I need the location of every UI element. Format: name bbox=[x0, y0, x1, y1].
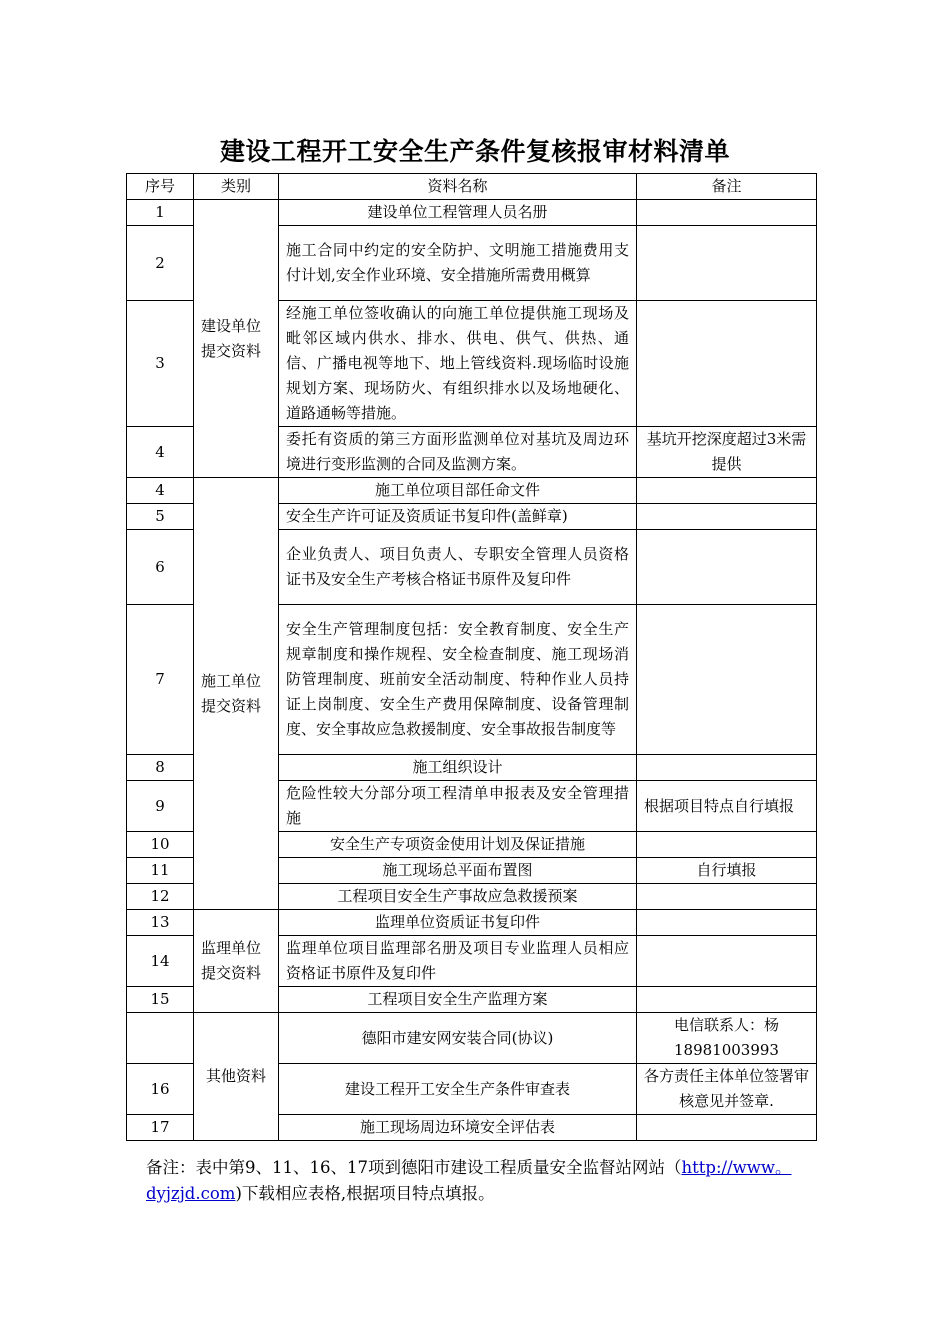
row-seq: 9 bbox=[127, 781, 194, 832]
row-remark bbox=[637, 832, 817, 858]
row-remark bbox=[637, 504, 817, 530]
row-name: 安全生产许可证及资质证书复印件(盖鲜章) bbox=[279, 504, 637, 530]
row-seq: 2 bbox=[127, 226, 194, 301]
row-remark bbox=[637, 910, 817, 936]
row-remark: 基坑开挖深度超过3米需提供 bbox=[637, 427, 817, 478]
row-seq: 5 bbox=[127, 504, 194, 530]
row-remark: 电信联系人：杨18981003993 bbox=[637, 1013, 817, 1064]
row-remark bbox=[637, 1115, 817, 1141]
row-remark bbox=[637, 530, 817, 605]
row-seq: 10 bbox=[127, 832, 194, 858]
category-cell: 其他资料 bbox=[194, 1013, 279, 1141]
row-remark bbox=[637, 936, 817, 987]
row-name: 安全生产专项资金使用计划及保证措施 bbox=[279, 832, 637, 858]
row-remark bbox=[637, 605, 817, 755]
row-remark bbox=[637, 200, 817, 226]
row-seq: 4 bbox=[127, 478, 194, 504]
header-category: 类别 bbox=[194, 174, 279, 200]
row-name: 建设工程开工安全生产条件审查表 bbox=[279, 1064, 637, 1115]
row-name: 施工现场周边环境安全评估表 bbox=[279, 1115, 637, 1141]
row-remark bbox=[637, 755, 817, 781]
row-name: 安全生产管理制度包括：安全教育制度、安全生产规章制度和操作规程、安全检查制度、施工现场消防管理制度、班前安全活动制度、特种作业人员持证上岗制度、安全生产费用保障制度、设备管理制度、安全事故应急救援制度、安全事故报告制度等 bbox=[279, 605, 637, 755]
row-name: 施工合同中约定的安全防护、文明施工措施费用支付计划,安全作业环境、安全措施所需费用概算 bbox=[279, 226, 637, 301]
row-name: 工程项目安全生产监理方案 bbox=[279, 987, 637, 1013]
category-cell: 监理单位提交资料 bbox=[194, 910, 279, 1013]
row-name: 监理单位项目监理部名册及项目专业监理人员相应资格证书原件及复印件 bbox=[279, 936, 637, 987]
row-seq: 16 bbox=[127, 1064, 194, 1115]
page-title: 建设工程开工安全生产条件复核报审材料清单 bbox=[219, 137, 730, 166]
row-seq: 13 bbox=[127, 910, 194, 936]
row-remark bbox=[637, 478, 817, 504]
row-name: 施工组织设计 bbox=[279, 755, 637, 781]
row-name: 建设单位工程管理人员名册 bbox=[279, 200, 637, 226]
row-seq: 1 bbox=[127, 200, 194, 226]
header-remark: 备注 bbox=[637, 174, 817, 200]
row-name: 德阳市建安网安装合同(协议) bbox=[279, 1013, 637, 1064]
row-name: 监理单位资质证书复印件 bbox=[279, 910, 637, 936]
row-remark: 各方责任主体单位签署审核意见并签章. bbox=[637, 1064, 817, 1115]
row-seq: 12 bbox=[127, 884, 194, 910]
row-seq: 7 bbox=[127, 605, 194, 755]
materials-table bbox=[126, 173, 817, 1141]
row-remark bbox=[637, 884, 817, 910]
category-cell: 施工单位提交资料 bbox=[194, 478, 279, 910]
row-seq: 17 bbox=[127, 1115, 194, 1141]
row-remark bbox=[637, 301, 817, 427]
table-row bbox=[127, 478, 817, 504]
row-seq: 14 bbox=[127, 936, 194, 987]
row-name: 工程项目安全生产事故应急救援预案 bbox=[279, 884, 637, 910]
row-seq: 4 bbox=[127, 427, 194, 478]
footnote-text-after: )下载相应表格,根据项目特点填报。 bbox=[235, 1184, 495, 1203]
row-name: 施工现场总平面布置图 bbox=[279, 858, 637, 884]
footnote bbox=[146, 1155, 811, 1207]
table-row bbox=[127, 200, 817, 226]
row-remark bbox=[637, 226, 817, 301]
row-remark: 根据项目特点自行填报 bbox=[637, 781, 817, 832]
header-name: 资料名称 bbox=[279, 174, 637, 200]
row-seq: 8 bbox=[127, 755, 194, 781]
row-remark bbox=[637, 987, 817, 1013]
row-seq: 3 bbox=[127, 301, 194, 427]
table-header-row bbox=[127, 174, 817, 200]
header-seq: 序号 bbox=[127, 174, 194, 200]
table-row bbox=[127, 910, 817, 936]
category-cell: 建设单位提交资料 bbox=[194, 200, 279, 478]
row-remark: 自行填报 bbox=[637, 858, 817, 884]
row-name: 企业负责人、项目负责人、专职安全管理人员资格证书及安全生产考核合格证书原件及复印件 bbox=[279, 530, 637, 605]
row-name: 经施工单位签收确认的向施工单位提供施工现场及毗邻区域内供水、排水、供电、供气、供热、通信、广播电视等地下、地上管线资料.现场临时设施规划方案、现场防火、有组织排水以及场地硬化、道路通畅等措施。 bbox=[279, 301, 637, 427]
website-link[interactable]: http://www。dyjzjd.com bbox=[146, 1158, 792, 1203]
row-seq: 6 bbox=[127, 530, 194, 605]
footnote-text: 备注：表中第9、11、16、17项到德阳市建设工程质量安全监督站网站（ bbox=[146, 1158, 682, 1177]
row-name: 施工单位项目部任命文件 bbox=[279, 478, 637, 504]
row-seq: 15 bbox=[127, 987, 194, 1013]
row-seq: 11 bbox=[127, 858, 194, 884]
row-name: 委托有资质的第三方面形监测单位对基坑及周边环境进行变形监测的合同及监测方案。 bbox=[279, 427, 637, 478]
row-name: 危险性较大分部分项工程清单申报表及安全管理措施 bbox=[279, 781, 637, 832]
row-seq bbox=[127, 1013, 194, 1064]
table-row bbox=[127, 1013, 817, 1064]
